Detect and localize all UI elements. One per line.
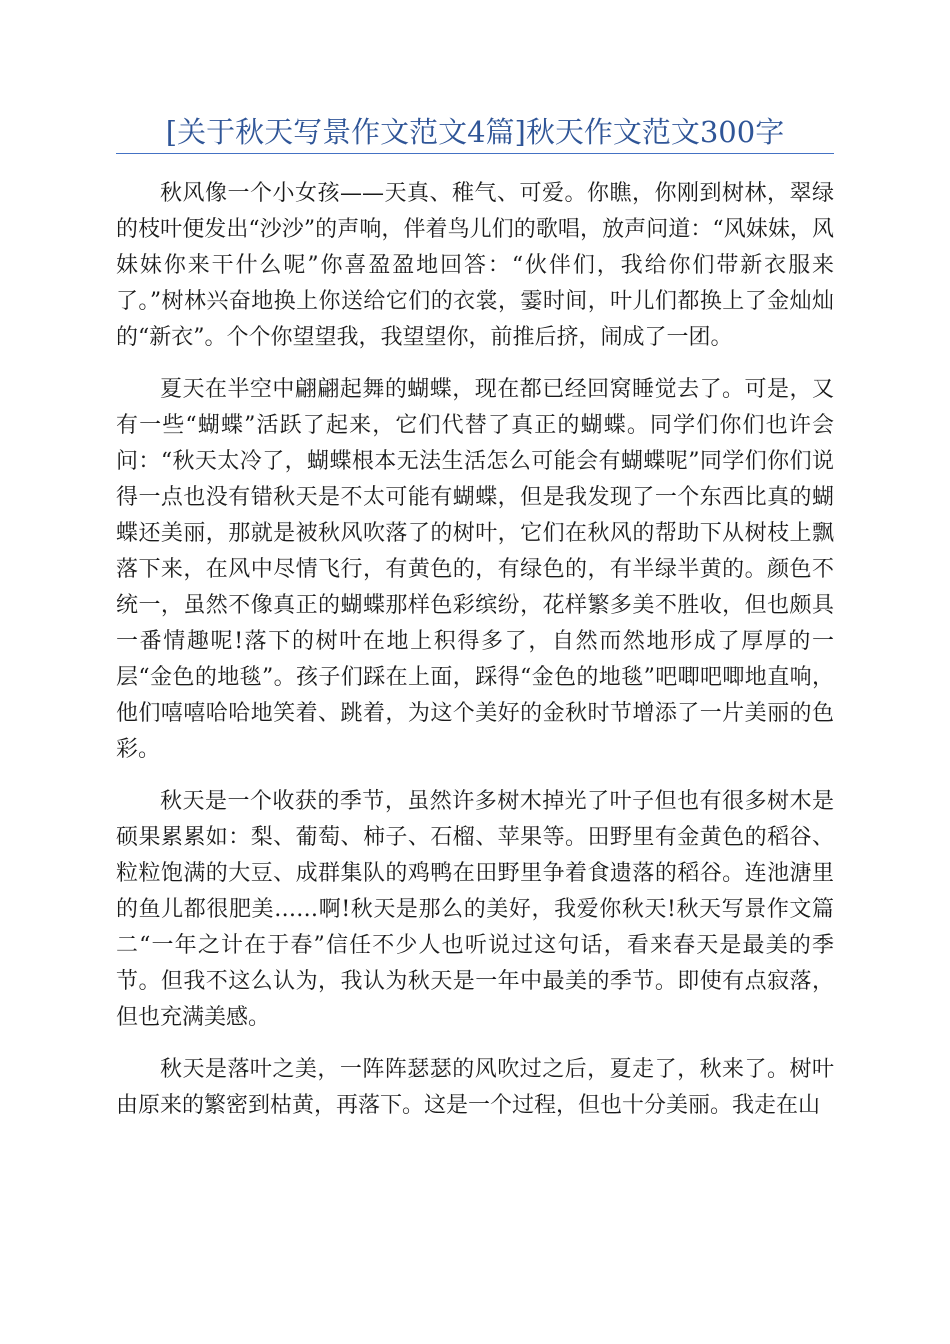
paragraph-1: 秋风像一个小女孩——天真、稚气、可爱。你瞧，你刚到树林，翠绿的枝叶便发出“沙沙”的声响，伴着鸟儿们的歌唱，放声问道：“风妹妹，风妹妹你来干什么呢”你喜盈盈地回答：“伙伴们，我给你们带新衣服来了。”树林兴奋地换上你送给它们的衣裳，霎时间，叶儿们都换上了金灿灿的“新衣”。个个你望望我，我望望你，前推后挤，闹成了一团。 — [116, 181, 834, 350]
document-body — [116, 176, 834, 1140]
paragraph-4: 秋天是落叶之美，一阵阵瑟瑟的风吹过之后，夏走了，秋来了。树叶由原来的繁密到枯黄，再落下。这是一个过程，但也十分美丽。我走在山 — [116, 1057, 834, 1118]
paragraph-3: 秋天是一个收获的季节，虽然许多树木掉光了叶子但也有很多树木是硕果累累如：梨、葡萄、柿子、石榴、苹果等。田野里有金黄色的稻谷、粒粒饱满的大豆、成群集队的鸡鸭在田野里争着食遗落的稻谷。连池溏里的鱼儿都很肥美……啊!秋天是那么的美好，我爱你秋天!秋天写景作文篇二“一年之计在于春”信任不少人也听说过这句话，看来春天是最美的季节。但我不这么认为，我认为秋天是一年中最美的季节。即使有点寂落，但也充满美感。 — [116, 789, 834, 1030]
document-title: [关于秋天写景作文范文4篇]秋天作文范文300字 — [165, 115, 785, 149]
paragraph-2: 夏天在半空中翩翩起舞的蝴蝶，现在都已经回窝睡觉去了。可是，又有一些“蝴蝶”活跃了起来，它们代替了真正的蝴蝶。同学们你们也许会问：“秋天太冷了，蝴蝶根本无法生活怎么可能会有蝴蝶呢”同学们你们说得一点也没有错秋天是不太可能有蝴蝶，但是我发现了一个东西比真的蝴蝶还美丽，那就是被秋风吹落了的树叶，它们在秋风的帮助下从树枝上飘落下来，在风中尽情飞行，有黄色的，有绿色的，有半绿半黄的。颜色不统一，虽然不像真正的蝴蝶那样色彩缤纷，花样繁多美不胜收，但也颇具一番情趣呢!落下的树叶在地上积得多了，自然而然地形成了厚厚的一层“金色的地毯”。孩子们踩在上面，踩得“金色的地毯”吧唧吧唧地直响，他们嘻嘻哈哈地笑着、跳着，为这个美好的金秋时节增添了一片美丽的色彩。 — [116, 377, 834, 762]
title-underline — [116, 153, 834, 154]
